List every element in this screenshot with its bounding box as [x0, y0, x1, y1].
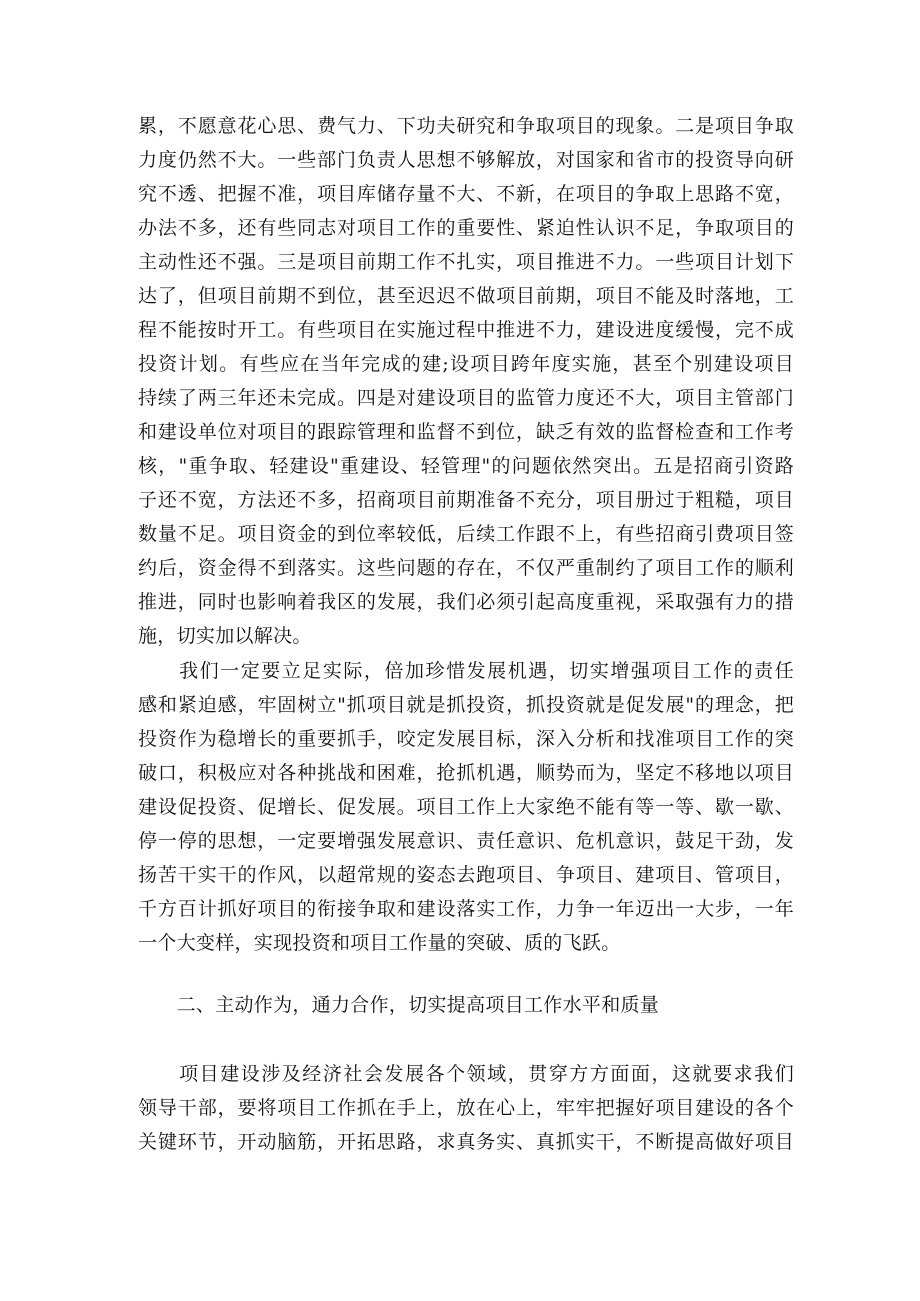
paragraph-1-line: 数量不足。项目资金的到位率较低，后续工作跟不上，有些招商引费项目签 — [138, 523, 794, 545]
paragraph-1-line: 达了，但项目前期不到位，甚至迟迟不做项目前期，项目不能及时落地，工 — [138, 285, 794, 307]
paragraph-1-line: 办法不多，还有些同志对项目工作的重要性、紧迫性认识不足，争取项目的 — [138, 217, 794, 239]
section-heading — [138, 988, 794, 1022]
paragraph-1-line: 施，切实加以解决。 — [138, 625, 312, 647]
paragraph-2-line: 停一停的思想，一定要增强发展意识、责任意识、危机意识，鼓足干劲，发 — [138, 830, 794, 852]
paragraph-2-line: 千方百计抓好项目的衔接争取和建设落实工作，力争一年迈出一大步，一年 — [138, 898, 794, 920]
paragraph-2-line: 扬苦干实干的作风，以超常规的姿态去跑项目、争项目、建项目、管项目， — [138, 864, 794, 886]
paragraph-2 — [138, 654, 794, 960]
paragraph-1-line: 力度仍然不大。一些部门负责人思想不够解放，对国家和省市的投资导向研 — [138, 149, 794, 171]
paragraph-1-line: 约后，资金得不到落实。这些问题的存在，不仅严重制约了项目工作的顺利 — [138, 557, 794, 579]
paragraph-2-line: 一个大变样，实现投资和项目工作量的突破、质的飞跃。 — [138, 932, 621, 954]
paragraph-3-line: 领导干部，要将项目工作抓在手上，放在心上，牢牢把握好项目建设的各个 — [138, 1097, 794, 1119]
section-heading-text: 二、主动作为，通力合作，切实提高项目工作水平和质量 — [138, 994, 660, 1016]
paragraph-1-line: 持续了两三年还未完成。四是对建设项目的监管力度还不大，项目主管部门 — [138, 387, 794, 409]
paragraph-1-line: 推进，同时也影响着我区的发展，我们必须引起高度重视，采取强有力的措 — [138, 591, 794, 613]
paragraph-2-line: 建设促投资、促增长、促发展。项目工作上大家绝不能有等一等、歇一歇、 — [138, 796, 794, 818]
paragraph-3-line: 项目建设涉及经济社会发展各个领域，贯穿方方面面，这就要求我们 — [138, 1063, 794, 1085]
paragraph-1-line: 核，"重争取、轻建设"重建设、轻管理"的问题依然突出。五是招商引资路 — [138, 455, 794, 477]
paragraph-1-line: 程不能按时开工。有些项目在实施过程中推进不力，建设进度缓慢，完不成 — [138, 319, 794, 341]
paragraph-2-line: 感和紧迫感，牢固树立"抓项目就是抓投资，抓投资就是促发展"的理念，把 — [138, 694, 794, 716]
paragraph-2-line: 破口，积极应对各种挑战和困难，抢抓机遇，顺势而为，坚定不移地以项目 — [138, 762, 794, 784]
paragraph-1 — [138, 109, 794, 653]
paragraph-1-line: 子还不宽，方法还不多，招商项目前期准备不充分，项目册过于粗糙，项目 — [138, 489, 794, 511]
paragraph-1-line: 究不透、把握不准，项目库储存量不大、不新，在项目的争取上思路不宽， — [138, 183, 794, 205]
paragraph-3 — [138, 1057, 794, 1159]
paragraph-2-line: 投资作为稳增长的重要抓手，咬定发展目标，深入分析和找准项目工作的突 — [138, 728, 794, 750]
paragraph-1-line: 累，不愿意花心思、费气力、下功夫研究和争取项目的现象。二是项目争取 — [138, 115, 794, 137]
paragraph-1-line: 和建设单位对项目的跟踪管理和监督不到位，缺乏有效的监督检查和工作考 — [138, 421, 794, 443]
paragraph-1-line: 投资计划。有些应在当年完成的建;设项目跨年度实施，甚至个别建设项目 — [138, 353, 794, 375]
paragraph-1-line: 主动性还不强。三是项目前期工作不扎实，项目推进不力。一些项目计划下 — [138, 251, 794, 273]
paragraph-2-line: 我们一定要立足实际，倍加珍惜发展机遇，切实增强项目工作的责任 — [138, 660, 794, 682]
paragraph-3-line: 关键环节，开动脑筋，开拓思路，求真务实、真抓实干，不断提高做好项目 — [138, 1131, 794, 1153]
